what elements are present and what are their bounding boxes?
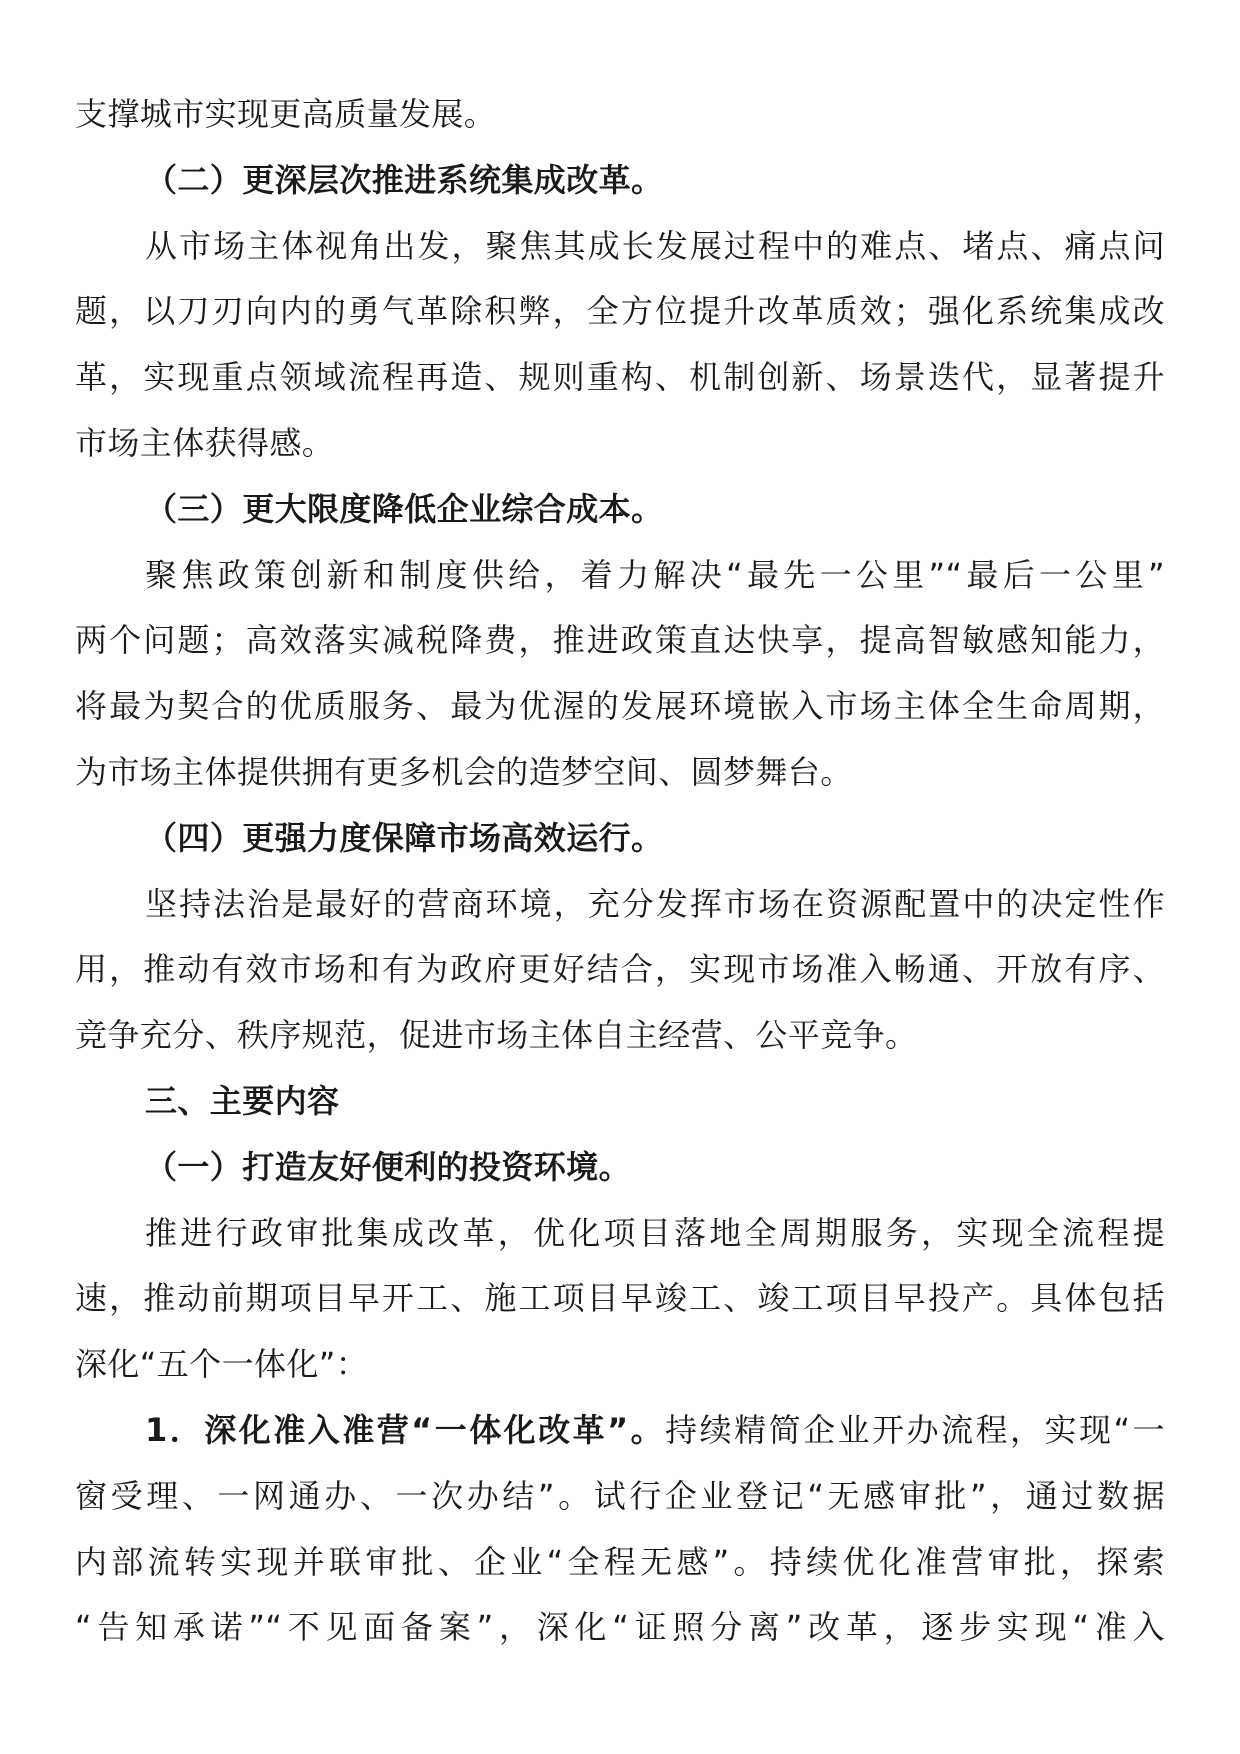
paragraph-line: 将最为契合的优质服务、最为优渥的发展环境嵌入市场主体全生命周期， — [75, 687, 1165, 726]
paragraph-line: 速，推动前期项目早开工、施工项目早竣工、竣工项目早投产。具体包括 — [75, 1279, 1165, 1318]
item-heading: 1．深化准入准营“一体化改革”。 — [145, 1410, 666, 1449]
paragraph-line: 题，以刀刃向内的勇气革除积弊，全方位提升改革质效；强化系统集成改 — [75, 292, 1165, 331]
section-heading: （三）更大限度降低企业综合成本。 — [145, 489, 664, 528]
paragraph-line: 用，推动有效市场和有为政府更好结合，实现市场准入畅通、开放有序、 — [75, 950, 1165, 989]
paragraph-line: 从市场主体视角出发，聚焦其成长发展过程中的难点、堵点、痛点问 — [145, 226, 1165, 265]
section-heading: （二）更深层次推进系统集成改革。 — [145, 160, 664, 199]
paragraph-line: 为市场主体提供拥有更多机会的造梦空间、圆梦舞台。 — [75, 752, 853, 791]
paragraph-line: 坚持法治是最好的营商环境，充分发挥市场在资源配置中的决定性作 — [145, 884, 1165, 923]
paragraph-line: 推进行政审批集成改革，优化项目落地全周期服务，实现全流程提 — [145, 1213, 1165, 1252]
paragraph-line-mixed — [75, 1398, 1165, 1464]
paragraph-line: 革，实现重点领域流程再造、规则重构、机制创新、场景迭代，显著提升 — [75, 358, 1165, 397]
paragraph-line: 市场主体获得感。 — [75, 423, 335, 462]
document-body — [75, 82, 1165, 1661]
paragraph-line: 深化“五个一体化”： — [75, 1345, 369, 1384]
paragraph-line: 窗受理、一网通办、一次办结”。试行企业登记“无感审批”，通过数据 — [75, 1476, 1165, 1515]
paragraph-line: 两个问题；高效落实减税降费，推进政策直达快享，提高智敏感知能力， — [75, 621, 1165, 660]
paragraph-line: 聚焦政策创新和制度供给，着力解决“最先一公里”“最后一公里” — [145, 555, 1165, 594]
chapter-heading: 三、主要内容 — [145, 1081, 340, 1120]
section-heading: （一）打造友好便利的投资环境。 — [145, 1147, 632, 1186]
paragraph-line: “告知承诺”“不见面备案”，深化“证照分离”改革，逐步实现“准入 — [75, 1608, 1165, 1647]
paragraph-line: 支撑城市实现更高质量发展。 — [75, 95, 497, 133]
item-text: 持续精简企业开办流程，实现“一 — [665, 1410, 1165, 1449]
section-heading: （四）更强力度保障市场高效运行。 — [145, 818, 664, 857]
paragraph-line: 竞争充分、秩序规范，促进市场主体自主经营、公平竞争。 — [75, 1016, 918, 1055]
paragraph-line: 内部流转实现并联审批、企业“全程无感”。持续优化准营审批，探索 — [75, 1542, 1165, 1581]
